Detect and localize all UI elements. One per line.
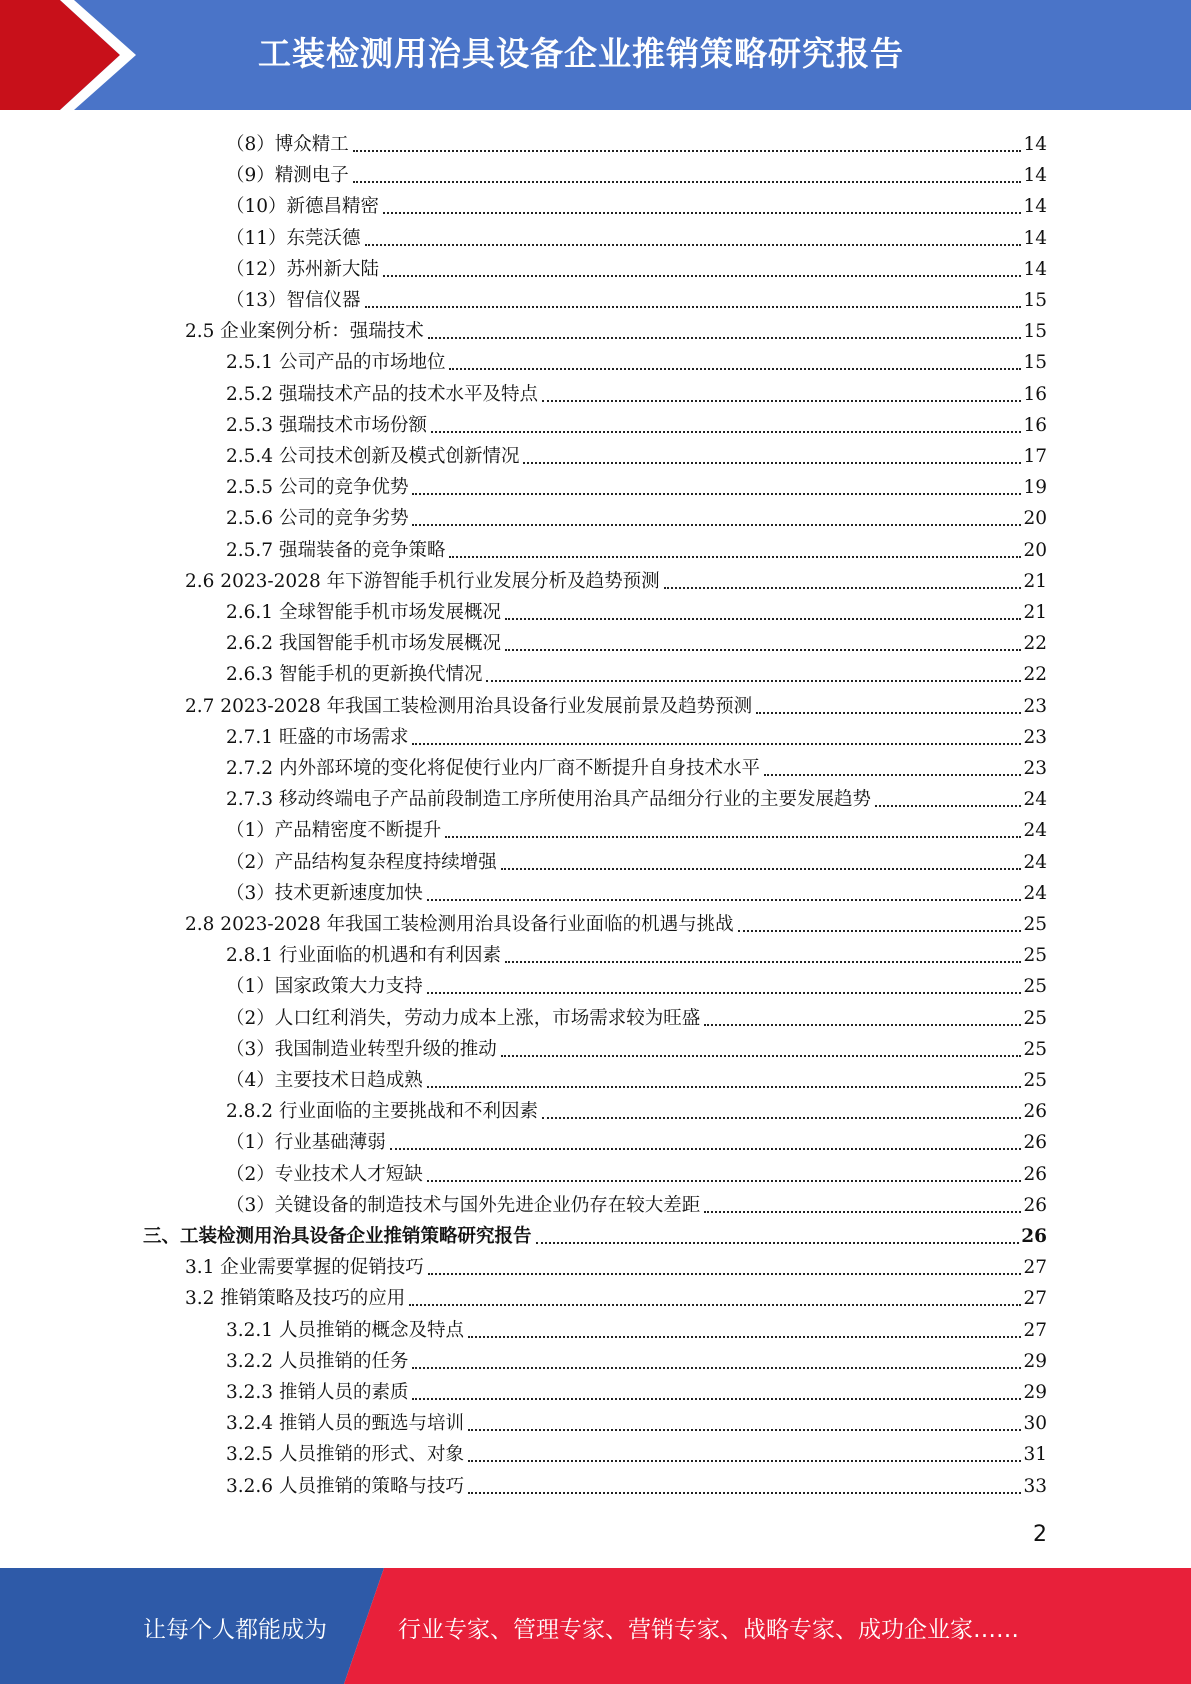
- toc-entry-page: 16: [1023, 414, 1047, 436]
- toc-entry-label: （9）精测电子: [226, 165, 349, 187]
- toc-dot-leader: [412, 1397, 1021, 1400]
- header-chevron-icon: [0, 0, 160, 110]
- toc-entry-label: 2.8.1 行业面临的机遇和有利因素: [226, 945, 501, 967]
- toc-entry-page: 16: [1023, 383, 1047, 405]
- toc-entry-label: （4）主要技术日趋成熟: [226, 1070, 423, 1091]
- toc-dot-leader: [468, 1491, 1021, 1494]
- toc-dot-leader: [505, 648, 1021, 651]
- toc-entry[interactable]: [226, 220, 1047, 251]
- toc-entry-label: （3）技术更新速度加快: [226, 882, 423, 904]
- toc-entry-page: 19: [1023, 477, 1047, 499]
- toc-dot-leader: [523, 461, 1021, 464]
- toc-entry-label: 2.5.6 公司的竞争劣势: [226, 508, 409, 530]
- toc-dot-leader: [875, 804, 1021, 807]
- toc-entry-page: 23: [1023, 695, 1047, 717]
- toc-entry-page: 17: [1023, 446, 1047, 467]
- toc-entry[interactable]: [185, 906, 1047, 937]
- toc-entry-page: 22: [1023, 633, 1047, 655]
- toc-entry[interactable]: [143, 1218, 1047, 1249]
- toc-dot-leader: [365, 305, 1022, 308]
- toc-entry-label: （2）人口红利消失，劳动力成本上涨，市场需求较为旺盛: [226, 1007, 701, 1029]
- footer-slogan-right: 行业专家、管理专家、营销专家、战略专家、成功企业家……: [398, 1617, 1019, 1643]
- page-number: 2: [1033, 1522, 1047, 1547]
- toc-entry-page: 23: [1023, 726, 1047, 748]
- toc-entry-page: 26: [1023, 1132, 1047, 1154]
- toc-dot-leader: [738, 929, 1022, 932]
- toc-dot-leader: [501, 1054, 1022, 1057]
- toc-entry-label: 2.6 2023-2028 年下游智能手机行业发展分析及趋势预测: [185, 570, 660, 592]
- toc-dot-leader: [412, 1366, 1021, 1369]
- toc-entry-label: 3.2.6 人员推销的策略与技巧: [226, 1475, 464, 1497]
- toc-entry-page: 30: [1023, 1413, 1047, 1435]
- toc-entry-page: 29: [1023, 1382, 1047, 1403]
- toc-dot-leader: [412, 492, 1021, 495]
- toc-entry[interactable]: [226, 656, 1047, 687]
- toc-entry[interactable]: [226, 594, 1047, 625]
- toc-entry-page: 26: [1021, 1226, 1047, 1247]
- toc-entry[interactable]: [226, 937, 1047, 968]
- toc-entry-page: 27: [1023, 1319, 1047, 1341]
- toc-entry-label: 3.2.5 人员推销的形式、对象: [226, 1444, 464, 1466]
- toc-dot-leader: [428, 336, 1022, 339]
- toc-entry-label: 2.8 2023-2028 年我国工装检测用治具设备行业面临的机遇与挑战: [185, 914, 734, 935]
- toc-dot-leader: [704, 1023, 1021, 1026]
- toc-entry-label: （2）专业技术人才短缺: [226, 1163, 423, 1185]
- toc-entry[interactable]: [226, 500, 1047, 531]
- toc-entry-page: 15: [1023, 290, 1047, 311]
- toc-entry-page: 25: [1023, 1007, 1047, 1029]
- toc-entry-page: 27: [1023, 1257, 1047, 1279]
- toc-entry-label: 2.5.1 公司产品的市场地位: [226, 352, 446, 374]
- toc-entry[interactable]: [226, 1093, 1047, 1124]
- toc-entry-page: 24: [1023, 851, 1047, 873]
- toc-entry[interactable]: [226, 750, 1047, 781]
- toc-entry-label: （1）行业基础薄弱: [226, 1132, 386, 1154]
- toc-entry-label: 2.5 企业案例分析：强瑞技术: [185, 321, 424, 343]
- toc-entry[interactable]: [226, 1156, 1047, 1187]
- toc-entry-page: 33: [1023, 1475, 1047, 1497]
- toc-dot-leader: [449, 555, 1021, 558]
- toc-entry[interactable]: [226, 188, 1047, 219]
- toc-entry-page: 21: [1023, 602, 1047, 623]
- toc-entry-label: 3.2 推销策略及技巧的应用: [185, 1288, 406, 1310]
- toc-dot-leader: [427, 1179, 1022, 1182]
- toc-dot-leader: [468, 1335, 1021, 1338]
- toc-entry-page: 24: [1023, 820, 1047, 842]
- toc-dot-leader: [764, 773, 1021, 776]
- toc-entry-page: 14: [1023, 258, 1047, 280]
- toc-dot-leader: [664, 586, 1022, 589]
- toc-entry-page: 27: [1023, 1288, 1047, 1310]
- toc-entry-page: 26: [1023, 1194, 1047, 1216]
- toc-dot-leader: [542, 1116, 1021, 1119]
- toc-entry-page: 14: [1023, 227, 1047, 249]
- toc-entry[interactable]: [226, 1031, 1047, 1062]
- footer-slogan-left: 让每个人都能成为: [143, 1617, 327, 1643]
- toc-dot-leader: [353, 180, 1022, 183]
- toc-entry-label: （8）博众精工: [226, 134, 349, 155]
- toc-entry-page: 25: [1023, 1070, 1047, 1091]
- toc-entry-label: 3.2.1 人员推销的概念及特点: [226, 1319, 464, 1341]
- toc-entry-label: 2.6.1 全球智能手机市场发展概况: [226, 602, 501, 623]
- toc-entry[interactable]: [226, 1187, 1047, 1218]
- toc-entry-page: 20: [1023, 539, 1047, 561]
- toc-dot-leader: [431, 430, 1021, 433]
- toc-dot-leader: [390, 1147, 1022, 1150]
- toc-dot-leader: [468, 1428, 1021, 1431]
- toc-entry-label: 3.2.3 推销人员的素质: [226, 1382, 409, 1403]
- toc-dot-leader: [427, 898, 1022, 901]
- toc-entry-page: 23: [1023, 758, 1047, 779]
- toc-dot-leader: [445, 835, 1021, 838]
- toc-entry-page: 20: [1023, 508, 1047, 530]
- toc-entry[interactable]: [185, 563, 1047, 594]
- toc-entry[interactable]: [226, 1124, 1047, 1155]
- toc-entry-label: 2.5.5 公司的竞争优势: [226, 477, 409, 499]
- page-footer: [0, 1568, 1191, 1684]
- toc-dot-leader: [353, 149, 1022, 152]
- toc-dot-leader: [365, 243, 1022, 246]
- toc-entry[interactable]: [226, 126, 1047, 157]
- toc-entry-page: 25: [1023, 914, 1047, 935]
- toc-entry-page: 26: [1023, 1101, 1047, 1123]
- toc-entry[interactable]: [226, 344, 1047, 375]
- toc-entry-label: （1）国家政策大力支持: [226, 976, 423, 998]
- toc-entry-label: （3）关键设备的制造技术与国外先进企业仍存在较大差距: [226, 1194, 701, 1216]
- toc-entry-label: （1）产品精密度不断提升: [226, 820, 442, 842]
- toc-entry-label: 2.5.7 强瑞装备的竞争策略: [226, 539, 446, 561]
- toc-entry-page: 14: [1023, 134, 1047, 155]
- toc-entry[interactable]: [226, 282, 1047, 313]
- toc-entry[interactable]: [226, 1343, 1047, 1374]
- toc-entry[interactable]: [226, 532, 1047, 563]
- toc-entry-page: 15: [1023, 352, 1047, 374]
- toc-dot-leader: [383, 211, 1021, 214]
- toc-entry-page: 29: [1023, 1350, 1047, 1372]
- toc-entry-label: 2.5.4 公司技术创新及模式创新情况: [226, 446, 520, 467]
- toc-entry[interactable]: [226, 844, 1047, 875]
- toc-entry-page: 26: [1023, 1163, 1047, 1185]
- toc-entry[interactable]: [226, 1062, 1047, 1093]
- toc-entry-label: 2.7.3 移动终端电子产品前段制造工序所使用治具产品细分行业的主要发展趋势: [226, 789, 871, 811]
- toc-dot-leader: [427, 1085, 1022, 1088]
- toc-entry-page: 25: [1023, 1038, 1047, 1060]
- toc-entry-label: 2.5.2 强瑞技术产品的技术水平及特点: [226, 383, 538, 405]
- toc-entry-label: 2.8.2 行业面临的主要挑战和不利因素: [226, 1101, 538, 1123]
- toc-entry-page: 14: [1023, 165, 1047, 187]
- toc-entry[interactable]: [226, 469, 1047, 500]
- toc-dot-leader: [486, 679, 1021, 682]
- page-header: [0, 0, 1191, 110]
- toc-entry-label: 3.1 企业需要掌握的促销技巧: [185, 1257, 424, 1279]
- toc-entry[interactable]: [226, 1436, 1047, 1467]
- toc-entry[interactable]: [226, 438, 1047, 469]
- toc-dot-leader: [756, 711, 1021, 714]
- toc-dot-leader: [501, 867, 1022, 870]
- toc-entry[interactable]: [185, 688, 1047, 719]
- toc-dot-leader: [428, 1272, 1022, 1275]
- toc-entry-label: 2.5.3 强瑞技术市场份额: [226, 414, 427, 436]
- toc-dot-leader: [412, 742, 1021, 745]
- toc-entry-page: 15: [1023, 321, 1047, 343]
- toc-entry-label: 3.2.4 推销人员的甄选与培训: [226, 1413, 464, 1435]
- toc-entry-page: 24: [1023, 882, 1047, 904]
- toc-entry-label: （3）我国制造业转型升级的推动: [226, 1038, 497, 1060]
- toc-entry[interactable]: [226, 781, 1047, 812]
- toc-entry[interactable]: [226, 251, 1047, 282]
- toc-entry[interactable]: [226, 376, 1047, 407]
- toc-entry[interactable]: [226, 1000, 1047, 1031]
- toc-entry-label: 2.7.1 旺盛的市场需求: [226, 726, 409, 748]
- toc-entry-label: 2.7.2 内外部环境的变化将促使行业内厂商不断提升自身技术水平: [226, 758, 760, 779]
- toc-dot-leader: [427, 991, 1022, 994]
- toc-dot-leader: [409, 1303, 1021, 1306]
- toc-entry[interactable]: [185, 1280, 1047, 1311]
- toc-entry-label: 2.6.2 我国智能手机市场发展概况: [226, 633, 501, 655]
- toc-entry[interactable]: [226, 1468, 1047, 1499]
- toc-entry-label: （10）新德昌精密: [226, 196, 380, 218]
- toc-entry-page: 22: [1023, 664, 1047, 686]
- toc-entry[interactable]: [226, 968, 1047, 999]
- toc-entry-label: 2.6.3 智能手机的更新换代情况: [226, 664, 483, 686]
- toc-entry-label: （11）东莞沃德: [226, 227, 361, 249]
- toc-entry[interactable]: [226, 875, 1047, 906]
- toc-entry-label: （12）苏州新大陆: [226, 258, 380, 280]
- toc-entry-label: （2）产品结构复杂程度持续增强: [226, 851, 497, 873]
- toc-entry-page: 25: [1023, 976, 1047, 998]
- toc-entry-page: 25: [1023, 945, 1047, 967]
- toc-dot-leader: [542, 399, 1021, 402]
- toc-dot-leader: [412, 523, 1021, 526]
- toc-entry-page: 31: [1023, 1444, 1047, 1466]
- toc-entry-label: 三、工装检测用治具设备企业推销策略研究报告: [143, 1226, 532, 1247]
- toc-dot-leader: [449, 367, 1021, 370]
- toc-dot-leader: [704, 1210, 1021, 1213]
- toc-dot-leader: [505, 617, 1021, 620]
- toc-entry-label: （13）智信仪器: [226, 290, 361, 311]
- toc-entry[interactable]: [226, 812, 1047, 843]
- toc-dot-leader: [468, 1459, 1021, 1462]
- toc-entry[interactable]: [226, 407, 1047, 438]
- toc-dot-leader: [383, 274, 1021, 277]
- toc-entry[interactable]: [226, 719, 1047, 750]
- toc-entry-label: 2.7 2023-2028 年我国工装检测用治具设备行业发展前景及趋势预测: [185, 695, 753, 717]
- toc-entry-page: 24: [1023, 789, 1047, 811]
- toc-dot-leader: [536, 1241, 1020, 1244]
- header-title: 工装检测用治具设备企业推销策略研究报告: [258, 34, 904, 73]
- toc-entry[interactable]: [185, 1249, 1047, 1280]
- toc-entry[interactable]: [226, 625, 1047, 656]
- toc-entry[interactable]: [185, 313, 1047, 344]
- toc-entry[interactable]: [226, 1405, 1047, 1436]
- toc-entry[interactable]: [226, 1374, 1047, 1405]
- toc-entry-label: 3.2.2 人员推销的任务: [226, 1350, 409, 1372]
- toc-entry-page: 14: [1023, 196, 1047, 218]
- toc-dot-leader: [505, 960, 1021, 963]
- toc-entry[interactable]: [226, 1312, 1047, 1343]
- toc-entry[interactable]: [226, 157, 1047, 188]
- toc-entry-page: 21: [1023, 570, 1047, 592]
